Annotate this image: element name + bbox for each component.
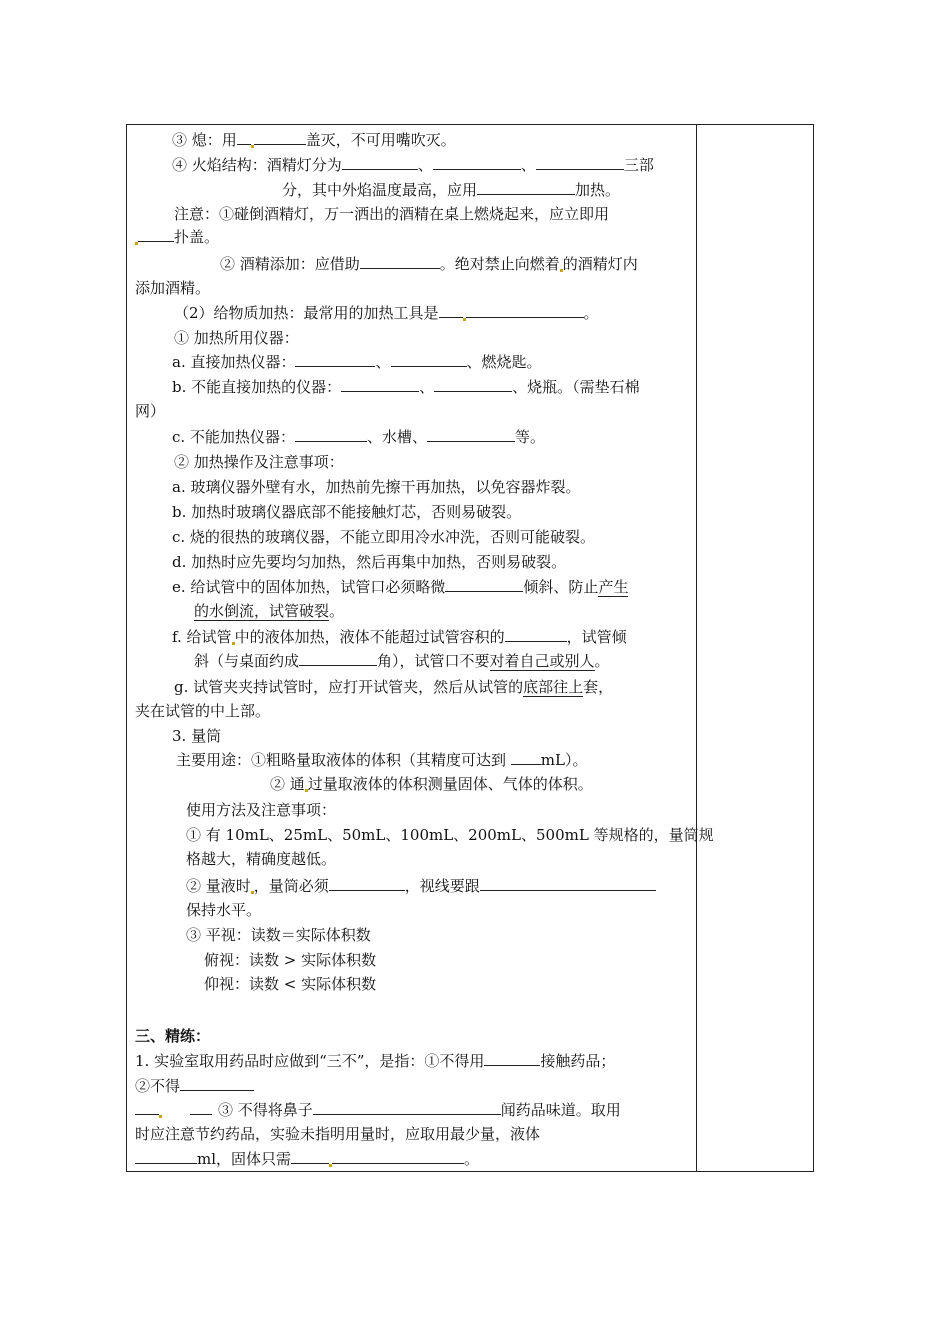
section-heading-practice: 三、精练： (135, 1027, 211, 1045)
line-q1-d: 时应注意节约药品，实验未指明用量时，应取用最少量，液体 (135, 1125, 541, 1143)
text: 等。 (514, 428, 545, 446)
blank (299, 651, 377, 666)
underlined-text: 对着自己或别人 (489, 652, 595, 670)
blank (484, 1051, 540, 1066)
text: 闻药品味道。取用 (500, 1101, 621, 1119)
line-bottom-view: 仰视：读数 < 实际体积数 (204, 975, 377, 993)
underlined-text: 产生 (598, 578, 629, 596)
text: 套， (583, 678, 614, 696)
text: 、水槽、 (366, 428, 427, 446)
line-operations: ② 加热操作及注意事项： (174, 453, 344, 471)
text: 、燃烧匙。 (466, 353, 542, 371)
text: 分，其中外焰温度最高，应用 (282, 181, 478, 199)
text: 中的液体加热，液体不能超过试管容积的 (234, 628, 505, 646)
text: 、 (520, 156, 536, 174)
text: ④ 火焰结构：酒精灯分为 (172, 156, 342, 174)
text: 。 (594, 652, 610, 670)
mark (159, 1115, 162, 1118)
text: ，量筒必须 (253, 877, 329, 895)
text: 、 (419, 378, 435, 396)
line-top-view: 俯视：读数 > 实际体积数 (204, 951, 377, 969)
text: 。 (583, 304, 599, 322)
line-q1-b (135, 1076, 254, 1096)
blank (477, 180, 575, 195)
text: ② 酒精添加：应借助 (220, 255, 360, 273)
text: 。 (329, 602, 345, 620)
line-op-f-cont (194, 651, 610, 671)
underlined-text: 的水倒流，试管破裂 (194, 602, 330, 620)
line-level-view: ③ 平视：读数＝实际体积数 (186, 926, 371, 944)
lesson-table (126, 124, 814, 1172)
line-indirect-heat (172, 377, 640, 397)
text: ③ 不得将鼻子 (218, 1101, 313, 1119)
mark (463, 318, 466, 321)
text: 斜（与桌面约成 (194, 652, 300, 670)
line-op-e (172, 577, 628, 597)
line-q1-e (135, 1149, 479, 1169)
line-cylinder-use2 (270, 774, 593, 794)
line-precision: 格越大，精确度越低。 (186, 850, 337, 868)
blank (433, 155, 521, 170)
blank (466, 303, 584, 318)
text: 的酒精灯内 (562, 255, 638, 273)
text: 1. 实验室取用药品时应做到“三不”，是指：①不得用 (135, 1052, 485, 1070)
line-op-e-cont (194, 601, 344, 621)
line-op-g-cont: 夹在试管的中上部。 (135, 702, 271, 720)
text: 、 (417, 156, 433, 174)
blank (295, 352, 375, 367)
blank (190, 1100, 212, 1115)
blank (505, 627, 567, 642)
text: 三部 (623, 156, 654, 174)
text: 过量取液体的体积测量固体、气体的体积。 (307, 775, 593, 793)
text: 、烧瓶。（需垫石棉 (512, 378, 640, 396)
line-op-d: d. 加热时应先要均匀加热，然后再集中加热，否则易破裂。 (172, 553, 567, 571)
line-op-b: b. 加热时玻璃仪器底部不能接触灯芯，否则易破裂。 (172, 503, 522, 521)
text: ② 通 (270, 775, 305, 793)
text: 扑盖。 (174, 228, 220, 246)
text: ②不得 (135, 1077, 181, 1095)
line-cylinder-title: 3. 量筒 (172, 727, 222, 745)
text: 、 (375, 353, 391, 371)
text: e. 给试管中的固体加热，试管口必须略微 (172, 578, 446, 596)
text: c. 不能加热仪器： (172, 428, 295, 446)
column-divider (696, 125, 697, 1171)
blank (138, 227, 174, 242)
blank (341, 377, 419, 392)
blank (135, 1100, 159, 1115)
blank (329, 876, 405, 891)
text: g. 试管夹夹持试管时，应打开试管夹，然后从试管的 (174, 678, 524, 696)
text: b. 不能直接加热的仪器： (172, 378, 342, 396)
line-sizes: ① 有 10mL、25mL、50mL、100mL、200mL、500mL 等规格的，量筒规 (186, 826, 714, 844)
blank (536, 155, 624, 170)
text: 加热。 (575, 181, 621, 199)
underlined-text: 底部往上 (523, 678, 584, 696)
text: 。绝对禁止向燃着 (439, 255, 560, 273)
line-q1-c (135, 1100, 621, 1120)
blank (237, 130, 251, 145)
blank (391, 352, 467, 367)
blank (295, 427, 367, 442)
text: a. 直接加热仪器： (172, 353, 296, 371)
line-cover (135, 227, 219, 247)
line-usage: 使用方法及注意事项： (186, 801, 337, 819)
line-heating-tool (174, 303, 599, 323)
line-cylinder-use (176, 750, 587, 770)
blank (427, 427, 515, 442)
text: ，视线要跟 (404, 877, 480, 895)
line-alcohol-add (220, 254, 638, 274)
blank (254, 130, 306, 145)
text: ③ 熄：用 (172, 131, 237, 149)
line-asbestos: 网） (135, 402, 166, 420)
text: 主要用途：①粗略量取液体的体积（其精度可达到 (176, 751, 511, 769)
mark (329, 1164, 332, 1167)
line-flame-structure (172, 155, 654, 175)
line-outer-flame (282, 180, 620, 200)
line-note: 注意：①碰倒酒精灯，万一洒出的酒精在桌上燃烧起来，应立即用 (174, 205, 610, 223)
blank (291, 1149, 329, 1164)
mark (135, 242, 138, 245)
blank (511, 750, 541, 765)
line-direct-heat (172, 352, 542, 372)
blank (313, 1100, 501, 1115)
blank (332, 1149, 464, 1164)
blank (434, 377, 512, 392)
blank (135, 1149, 197, 1164)
text: 角），试管口不要 (377, 652, 490, 670)
line-measure (186, 876, 656, 896)
line-op-g (174, 677, 613, 697)
text: 。 (464, 1150, 480, 1168)
blank (439, 303, 463, 318)
line-op-a: a. 玻璃仪器外壁有水，加热前先擦干再加热，以免容器炸裂。 (172, 478, 581, 496)
line-extinguish (172, 130, 456, 150)
line-add-alcohol: 添加酒精。 (135, 279, 211, 297)
blank (360, 254, 440, 269)
text: ，试管倾 (566, 628, 627, 646)
text: f. 给试管 (172, 628, 232, 646)
line-op-f (172, 627, 627, 647)
text: mL）。 (540, 751, 588, 769)
line-no-heat (172, 427, 545, 447)
line-op-c: c. 烧的很热的玻璃仪器，不能立即用冷水冲洗，否则可能破裂。 (172, 528, 595, 546)
blank (342, 155, 418, 170)
text: 盖灭，不可用嘴吹灭。 (305, 131, 456, 149)
spacer (162, 1101, 190, 1115)
blank (480, 876, 656, 891)
line-q1 (135, 1051, 615, 1071)
line-level: 保持水平。 (186, 901, 262, 919)
line-instruments: ① 加热所用仪器： (174, 329, 299, 347)
text: ml，固体只需 (197, 1150, 292, 1168)
mark (251, 145, 254, 148)
blank (445, 577, 523, 592)
text: ② 量液时 (186, 877, 251, 895)
text: 接触药品； (540, 1052, 616, 1070)
text: 倾斜、防止 (523, 578, 599, 596)
text: （2）给物质加热：最常用的加热工具是 (174, 304, 439, 322)
blank (180, 1076, 254, 1091)
